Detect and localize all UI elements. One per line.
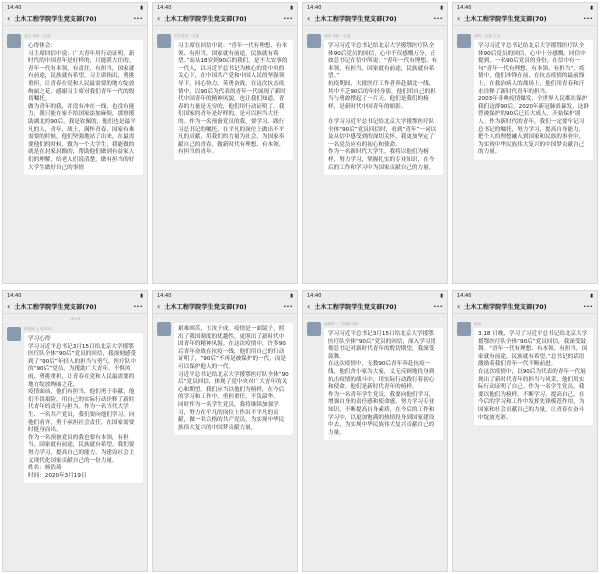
- more-options-icon[interactable]: ···: [283, 302, 293, 311]
- chat-screenshot: [452, 2, 598, 284]
- status-time: 14:40: [7, 5, 22, 11]
- back-arrow-icon[interactable]: ‹: [457, 14, 461, 23]
- status-bar: [3, 3, 147, 12]
- chat-header: [3, 300, 147, 314]
- status-time: 14:40: [457, 293, 472, 299]
- message-bubble[interactable]: 学习习近平总书记3月15日给北京大学援鄂医疗队全体“90后”党员的回信，深入学习贯彻总书记对新时代青年的殷切期望，我深受鼓舞。 在这次疫情中，无数90后青年奔赴抗疫一线，他们舍小家为大家，义无反顾地投身到抗击疫情的战斗中，用实际行动践行着初心和使命。他们是新时代青年的榜样。 作为一名青年学生党员，我要向他们学习，增强自身的责任感和使命感，努力学习专业知识，不断提高自身素质，在今后的工作和学习中，以更加饱满的热情投身到国家建设中去，为实现中华民族伟大复兴贡献自己的力量。: [324, 328, 443, 440]
- status-time: 14:40: [157, 5, 172, 11]
- chat-header: [3, 12, 147, 26]
- status-time: 14:40: [157, 293, 172, 299]
- message-row: [153, 30, 297, 160]
- battery-icon: ▮: [140, 5, 143, 11]
- message-row: [3, 323, 147, 483]
- status-bar: [303, 3, 447, 12]
- sender-name: 胡珂 本科一支部: [324, 34, 351, 38]
- avatar[interactable]: [307, 34, 321, 48]
- back-arrow-icon[interactable]: ‹: [457, 302, 461, 311]
- sender-name: 本科一支部 王芳: [474, 34, 501, 38]
- message-row: [303, 30, 447, 175]
- more-options-icon[interactable]: ···: [283, 14, 293, 23]
- chat-screenshot: [452, 290, 598, 572]
- chat-title: 土木工程学院学生党支部(70): [14, 304, 97, 311]
- chat-header: [453, 300, 597, 314]
- message-row: [303, 318, 447, 440]
- chat-title: 土木工程学院学生党支部(70): [14, 16, 97, 23]
- chat-title: 土木工程学院学生党支部(70): [164, 16, 247, 23]
- chat-header: [453, 12, 597, 26]
- more-options-icon[interactable]: ···: [583, 302, 593, 311]
- message-bubble[interactable]: 学习心得 学习习近平总书记3月15日给北京大学援鄂医疗队全体“90后”党员的回信，我深刻感受到了“90后”年轻人的担当与勇气。医疗队中的“90后”党员，为援助广大青年、不惧风雨，勇挑重担，让青春在党和人民最需要的地方绽放绚丽之花。 疫情面前，他们有担当，他们勇于奉献，他们不畏艰险，用自己的实际行动诠释了新时代青年的责任与担当。作为一名当代大学生、一名共产党员，我们要向他们学习，向他们看齐，勇于承担社会责任，在国家需要时挺身而出。 作为一名预备党员的我也要有本领，有担当，国家就有前途，民族就有希望。我们要努力学习，提高自己的能力，为建设社会主义现代化国家贡献自己的一份力量。 姓名：杨浩琦 时间：2020年3月19日: [24, 333, 143, 483]
- message-bubble[interactable]: 3.18 日晚，学习了习近平总书记给北京大学援鄂医疗队全体“90后”党员回信，我深受鼓舞。“青年一代有理想、有本领、有担当，国家就有前途，民族就有希望。”总书记的话语激励着我们青年一代不断前进。 在这次疫情中，以90后为代表的青年一代展现出了新时代青年的担当与风采，他们用实际行动证明了自己。作为一名学生党员，我要以他们为榜样，不断学习，提高自己，在今后的学习和工作中发挥先锋模范作用，为国家和社会贡献自己的力量，让青春在奋斗中绽放光彩。: [474, 328, 593, 425]
- sender-name: 孟岩 本科一支部: [24, 34, 51, 38]
- chat-header: [303, 300, 447, 314]
- message-bubble[interactable]: 艰难困苦，玉汝于成。疫情是一面镜子，照出了我国制度的优越性，更照出了新时代中国青年的精神风貌。在这次疫情中，许多90后青年奋战在抗疫一线，他们用自己的行动证明了，“90后”不再是被保护的一代，而是可以保护他人的一代。 习近平总书记给北京大学援鄂医疗队全体“90后”党员回信，体现了党中央对广大青年的关心和期望。我们应当以他们为榜样，在今后的学习和工作中，勇担重任，不负韶华。 同时作为一名学生党员，我将继续加强学习，努力在平凡的岗位上作出不平凡的贡献，做一名合格的共产党员，为实现中华民族伟大复兴的中国梦贡献力量。: [174, 323, 293, 435]
- battery-icon: ▮: [440, 5, 443, 11]
- chat-title: 土木工程学院学生党支部(70): [464, 16, 547, 23]
- avatar[interactable]: [157, 322, 171, 336]
- more-options-icon[interactable]: ···: [133, 302, 143, 311]
- status-bar: [453, 3, 597, 12]
- back-arrow-icon[interactable]: ‹: [307, 302, 311, 311]
- status-bar: [3, 291, 147, 300]
- avatar[interactable]: [7, 34, 21, 48]
- chat-title: 土木工程学院学生党支部(70): [464, 304, 547, 311]
- more-options-icon[interactable]: ···: [133, 14, 143, 23]
- chat-title: 土木工程学院学生党支部(70): [314, 304, 397, 311]
- sender-name: 杨婷婷一二年级1702: [324, 322, 359, 326]
- message-bubble[interactable]: 心得体会： 习主席回信中说：广大青年用行动证明，新时代的中国青年是好样的，只能堪大任的。青年一代有本领，有责任，有担当，国家就有前途，民族就有希望。习主席指出，勇挑重担，让青春在党和人民最需要的地方绽放绚丽之花，感谢习主席对我们青年一代的殷切嘱托。 做为青年的我，并没有冲在一线，也没有能力，我只能在家不给国家添加麻烦，那察援助湖北的90后，我是钦佩的，他们也是最平凡的人，青年，战士，满怀青春，国家有难需要的时候，他们坚强地站了出来，在最需要他们的时候，做为一个大学生，我能做的就是在封家封路的，帮助他们做到有益家人们的理解，给老人们说清楚，做有担当的好大学生做好自己的事情: [24, 40, 143, 175]
- message-bubble[interactable]: 学习习近平总书记给北京大学援鄂医疗队全体90后党员的回信，心中十分感慨。回信中提到，一名90后党员的身份，在信中有一句“青年一代有理想、有本领、有担当”。疫情中，他们冲锋在前，在抗击疫情的最前线上，在救治病人的战场上，他们用青春和汗水诠释了新时代青年的担当。 2003年非典疫情爆发，全世界人民都在保护我们这群90后，2020年新冠肺炎暴发，这群曾被保护的90后已长大成人，开始保护别人。作为新时代的青年，我们一定要牢记习总书记的嘱托，努力学习，提高自身能力，把个人的理想融入到国家和民族的事业中，为实现中华民族伟大复兴的中国梦贡献自己的力量。: [474, 40, 593, 160]
- sender-name: 杨彦: [474, 322, 482, 326]
- more-options-icon[interactable]: ···: [433, 302, 443, 311]
- chat-title: 土木工程学院学生党支部(70): [164, 304, 247, 311]
- status-bar: [303, 291, 447, 300]
- status-time: 14:40: [307, 5, 322, 11]
- chat-title: 土木工程学院学生党支部(70): [314, 16, 397, 23]
- battery-icon: ▮: [590, 293, 593, 299]
- battery-icon: ▮: [290, 293, 293, 299]
- battery-icon: ▮: [290, 5, 293, 11]
- chat-header: [153, 12, 297, 26]
- avatar[interactable]: [7, 327, 21, 341]
- status-bar: [453, 291, 597, 300]
- message-bubble[interactable]: 习主席在回信中说：“青年一代有理想、有本领、有担当，国家就有前途，民族就有希望。”而从18岁到90后的我们，是不大安事的一代人，以习近平总书记为核心的党中央的关心下，在中国共产党和中国人民的坚强领导下，同心协力，英勇奋战，在这次抗击疫情中，以90后为代表的青年一代展现了新时代中国青年的精神风貌，也让我们知道，青春的力量是无穷的，他们用行动证明了，我们国家的青年是好样的，是可以担当大任的。作为一名预备党员的我，要学习、践行习总书记的嘱托，在平凡的岗位上做出不平凡的贡献，用我们的力量为社会、为国家奉献自己的青春，做新时代有理想、有本领、有担当的青年。: [174, 40, 293, 160]
- chat-screenshot: [2, 290, 148, 572]
- avatar[interactable]: [157, 34, 171, 48]
- chat-screenshot: [302, 290, 448, 572]
- message-row: [453, 318, 597, 425]
- back-arrow-icon[interactable]: ‹: [307, 14, 311, 23]
- chat-screenshot: [302, 2, 448, 284]
- chat-header: [303, 12, 447, 26]
- more-options-icon[interactable]: ···: [433, 14, 443, 23]
- chat-screenshot: [152, 290, 298, 572]
- status-bar: [153, 3, 297, 12]
- back-arrow-icon[interactable]: ‹: [7, 14, 11, 23]
- avatar[interactable]: [457, 322, 471, 336]
- back-arrow-icon[interactable]: ‹: [7, 302, 11, 311]
- chat-screenshot: [2, 2, 148, 284]
- chat-header: [153, 300, 297, 314]
- back-arrow-icon[interactable]: ‹: [157, 14, 161, 23]
- battery-icon: ▮: [590, 5, 593, 11]
- status-bar: [153, 291, 297, 300]
- back-arrow-icon[interactable]: ‹: [157, 302, 161, 311]
- chat-screenshot: [152, 2, 298, 284]
- battery-icon: ▮: [440, 293, 443, 299]
- status-time: 14:40: [457, 5, 472, 11]
- message-row: [453, 30, 597, 160]
- status-time: 14:40: [7, 293, 22, 299]
- message-row: [3, 30, 147, 175]
- battery-icon: ▮: [140, 293, 143, 299]
- sender-name: 杨浩琦 土木1701: [24, 327, 53, 331]
- message-bubble[interactable]: 学习习近平总书记给北京大学援鄂医疗队全体90后党员的回信，心中不仅感慨万分。正如总书记在信中所说：“青年一代有理想、有本领、有担当，国家就有前途，民族就有希望。” 抗疫期间，大批医疗工作者奔赴湖北一线，其中不乏90后的年轻身影，他们用自己的担当与勇敢撑起了一片天。他们是我们的榜样，是新时代中国青年的缩影。 在学习习近平总书记给北京大学援鄂医疗队全体“90后”党员回信时，看到“青年”一词以及从信中感受到的深切关怀，我更加坚定了一名党员应有的初心和使命。 作为一名新时代大学生，我将以他们为榜样，努力学习，掌握扎实的专业知识，在今后的工作和学习中为国家贡献自己的力量。: [324, 40, 443, 175]
- message-timestamp: 16:03: [69, 316, 81, 321]
- more-options-icon[interactable]: ···: [583, 14, 593, 23]
- avatar[interactable]: [457, 34, 471, 48]
- message-row: [153, 318, 297, 435]
- sender-name: 学生党员一支部: [174, 34, 200, 38]
- avatar[interactable]: [307, 322, 321, 336]
- status-time: 14:40: [307, 293, 322, 299]
